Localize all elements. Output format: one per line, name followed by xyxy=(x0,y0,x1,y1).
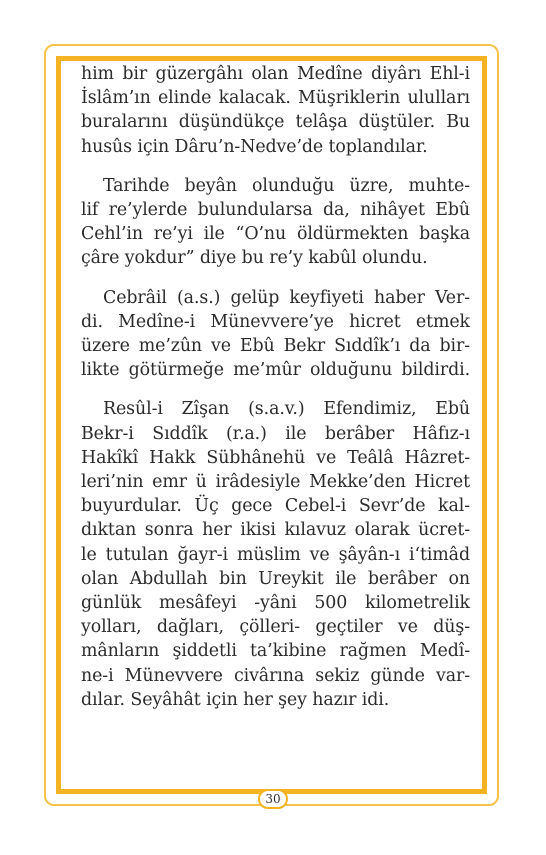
text-line: Hakîkî Hakk Sübhânehü ve Teâlâ Hâzret- xyxy=(81,447,470,468)
text-line: mânların şiddetli ta’kibine rağmen Medî- xyxy=(81,641,470,662)
paragraph xyxy=(81,286,470,383)
text-line: leri’nin emr ü irâdesiyle Mekke’den Hicret xyxy=(81,472,470,493)
paragraph xyxy=(81,174,470,271)
text-line: husûs için Dâru’n-Nedve’de toplandılar. xyxy=(81,136,428,157)
text-line: dıktan sonra her ikisi kılavuz olarak ücret- xyxy=(81,520,470,541)
text-line: di. Medîne-i Münevvere’ye hicret etmek xyxy=(81,311,470,332)
text-line: ne-i Münevvere civârına sekiz günde var- xyxy=(81,665,470,686)
text-line: him bir güzergâhı olan Medîne diyârı Ehl-i xyxy=(81,64,470,84)
text-line: günlük mesâfeyi -yâni 500 kilometrelik xyxy=(81,593,470,614)
text-line: olan Abdullah bin Ureykit ile berâber on xyxy=(81,568,470,589)
page-body xyxy=(81,62,470,712)
text-line: Cehl’in re’yi ile “O’nu öldürmekten başka xyxy=(81,224,470,245)
text-line: Cebrâil (a.s.) gelüp keyfiyeti haber Ver- xyxy=(103,287,470,308)
text-line: üzere me’zûn ve Ebû Bekr Sıddîk’ı da bir- xyxy=(81,336,470,357)
text-line: buralarını düşündükçe telâşa düştüler. Bu xyxy=(81,112,470,133)
text-line: Tarihde beyân olunduğu üzre, muhte- xyxy=(103,175,470,196)
text-line: İslâm’ın elinde kalacak. Müşriklerin ululları xyxy=(81,88,470,109)
text-line: le tutulan ğayr-i müslim ve şâyân-ı i‘timâd xyxy=(81,544,470,565)
text-line: Resûl-i Zîşan (s.a.v.) Efendimiz, Ebû xyxy=(103,399,470,420)
text-line: lif re’ylerde bulundularsa da, nihâyet Ebû xyxy=(81,200,470,221)
text-line: likte götürmeğe me’mûr olduğunu bildirdi. xyxy=(81,360,470,381)
text-line: dılar. Seyâhât için her şey hazır idi. xyxy=(81,689,390,710)
text-line: çâre yokdur” diye bu re’y kabûl olundu. xyxy=(81,248,428,269)
text-line: Bekr-i Sıddîk (r.a.) ile berâber Hâfız-ı xyxy=(81,423,470,444)
paragraph xyxy=(81,62,470,159)
paragraph xyxy=(81,397,470,712)
text-line: buyurdular. Üç gece Cebel-i Sevr’de kal- xyxy=(81,496,470,517)
page-number: 30 xyxy=(258,789,288,809)
text-line: yolları, dağları, çölleri- geçtiler ve düş- xyxy=(81,617,470,638)
